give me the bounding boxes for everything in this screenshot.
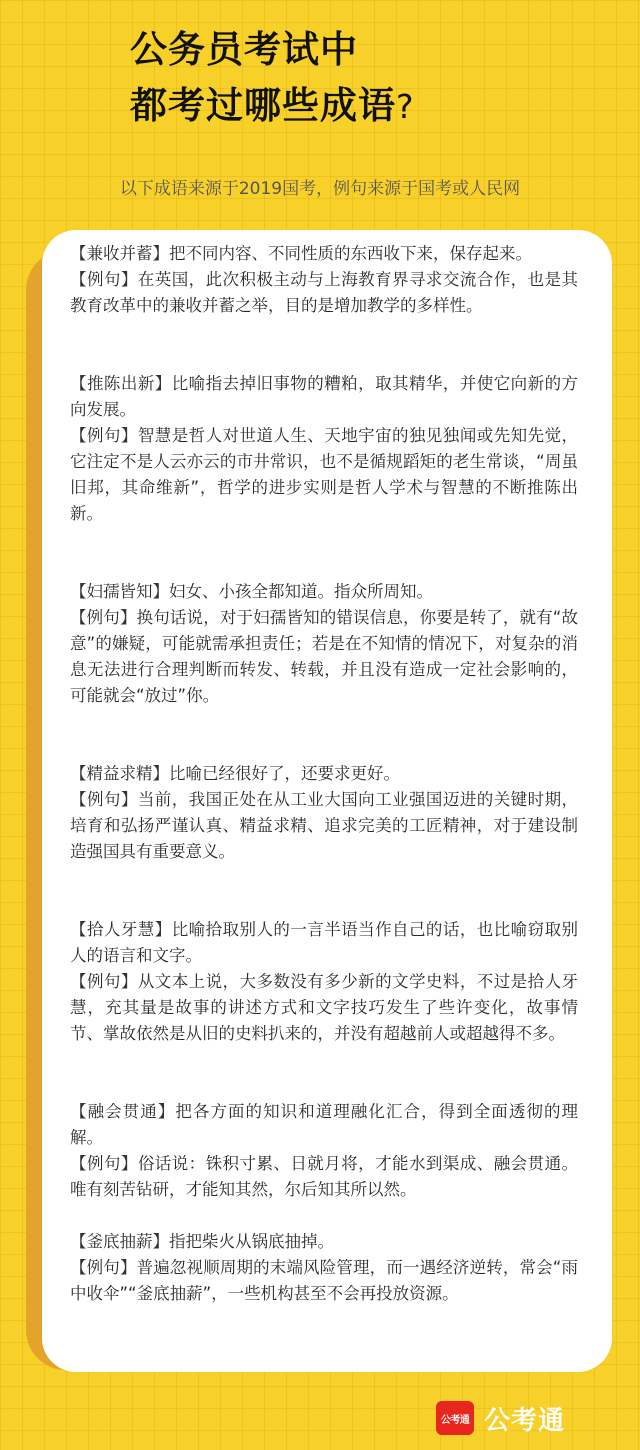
idiom-entry-5: [70, 917, 578, 1047]
page-title: [130, 22, 550, 135]
idiom-definition: 【精益求精】比喻已经很好了，还要求更好。: [70, 764, 400, 783]
definition-text: 把各方面的知识和道理融化汇合，得到全面透彻的理解。: [70, 1102, 579, 1147]
idiom-example: 【例句】智慧是哲人对世道人生、天地宇宙的独见独闻或先知先觉，它注定不是人云亦云的市井常识，也不是循规蹈矩的老生常谈，“周虽旧邦，其命维新”，哲学的进步实则是哲人学术与智慧的不断推陈出新。: [70, 426, 579, 523]
example-label: 例句: [86, 790, 121, 809]
idiom-entry-2: [70, 371, 578, 527]
idiom-entry-4: [70, 761, 578, 865]
example-label: 例句: [86, 1258, 120, 1277]
example-text: 智慧是哲人对世道人生、天地宇宙的独见独闻或先知先觉，它注定不是人云亦云的市井常识，也不是循规蹈矩的老生常谈，“周虽旧邦，其命维新”，哲学的进步实则是哲人学术与智慧的不断推陈出新。: [70, 426, 579, 523]
definition-text: 把不同内容、不同性质的东西收下来，保存起来。: [169, 244, 532, 263]
example-label: 例句: [86, 608, 120, 627]
idiom-card: [42, 230, 612, 1372]
example-label: 例句: [86, 1154, 121, 1173]
title-question-mark: ?: [396, 87, 415, 126]
idiom-example: 【例句】在英国，此次积极主动与上海教育界寻求交流合作，也是其教育改革中的兼收并蓄之举，目的是增加教学的多样性。: [70, 270, 579, 315]
definition-text: 比喻拾取别人的一言半语当作自己的话，也比喻窃取别人的语言和文字。: [70, 920, 579, 965]
example-label: 例句: [86, 972, 121, 991]
example-text: 俗话说：铢积寸累、日就月将，才能水到渠成、融会贯通。唯有刻苦钻研，才能知其然，尔后知其所以然。: [70, 1154, 579, 1199]
idiom-definition: 【妇孺皆知】妇女、小孩全都知道。指众所周知。: [70, 582, 433, 601]
idiom-example: 【例句】俗话说：铢积寸累、日就月将，才能水到渠成、融会贯通。唯有刻苦钻研，才能知其然，尔后知其所以然。: [70, 1154, 579, 1199]
example-text: 从文本上说，大多数没有多少新的文学史料，不过是拾人牙慧，充其量是故事的讲述方式和文字技巧发生了些许变化，故事情节、掌故依然是从旧的史料扒来的，并没有超越前人或超越得不多。: [70, 972, 579, 1043]
definition-text: 指把柴火从锅底抽掉。: [169, 1232, 334, 1251]
example-text: 当前，我国正处在从工业大国向工业强国迈进的关键时期，培育和弘扬严谨认真、精益求精、追求完美的工匠精神，对于建设制造强国具有重要意义。: [70, 790, 579, 861]
title-line-1: 公务员考试中: [130, 28, 358, 71]
idiom-example: 【例句】换句话说，对于妇孺皆知的错误信息，你要是转了，就有“故意”的嫌疑，可能就需承担责任；若是在不知情的情况下，对复杂的消息无法进行合理判断而转发、转载，并且没有造成一定社会影响的，可能就会“放过”你。: [70, 608, 579, 705]
idiom-definition: 【拾人牙慧】比喻拾取别人的一言半语当作自己的话，也比喻窃取别人的语言和文字。: [70, 920, 579, 965]
example-text: 普遍忽视顺周期的末端风险管理，而一遇经济逆转，常会“雨中收伞”“釜底抽薪”，一些机构甚至不会再投放资源。: [70, 1258, 579, 1303]
definition-text: 比喻已经很好了，还要求更好。: [169, 764, 400, 783]
idiom-example: 【例句】普遍忽视顺周期的末端风险管理，而一遇经济逆转，常会“雨中收伞”“釜底抽薪”，一些机构甚至不会再投放资源。: [70, 1258, 579, 1303]
idiom-name: 推陈出新: [86, 374, 155, 393]
idiom-entry-3: [70, 579, 578, 709]
idiom-entry-7: [70, 1229, 578, 1307]
idiom-definition: 【釜底抽薪】指把柴火从锅底抽掉。: [70, 1232, 334, 1251]
title-line-2: [130, 78, 550, 135]
definition-text: 比喻指去掉旧事物的糟粕，取其精华，并使它向新的方向发展。: [70, 374, 579, 419]
definition-text: 妇女、小孩全都知道。指众所周知。: [169, 582, 433, 601]
idiom-name: 妇孺皆知: [86, 582, 153, 601]
example-text: 换句话说，对于妇孺皆知的错误信息，你要是转了，就有“故意”的嫌疑，可能就需承担责任；若是在不知情的情况下，对复杂的消息无法进行合理判断而转发、转载，并且没有造成一定社会影响的，可能就会“放过”你。: [70, 608, 579, 705]
idiom-name: 釜底抽薪: [86, 1232, 153, 1251]
idiom-name: 精益求精: [86, 764, 153, 783]
brand-logo: [436, 1398, 565, 1438]
brand-name: 公考通: [484, 1405, 566, 1436]
idiom-definition: 【推陈出新】比喻指去掉旧事物的糟粕，取其精华，并使它向新的方向发展。: [70, 374, 579, 419]
idiom-name: 兼收并蓄: [86, 244, 153, 263]
brand-badge-icon: 公考通: [436, 1401, 474, 1435]
idiom-name: 拾人牙慧: [86, 920, 155, 939]
idiom-example: 【例句】从文本上说，大多数没有多少新的文学史料，不过是拾人牙慧，充其量是故事的讲述方式和文字技巧发生了些许变化，故事情节、掌故依然是从旧的史料扒来的，并没有超越前人或超越得不多。: [70, 972, 579, 1043]
idiom-definition: 【融会贯通】把各方面的知识和道理融化汇合，得到全面透彻的理解。: [70, 1102, 579, 1147]
example-label: 例句: [86, 426, 121, 445]
page-subtitle: 以下成语来源于2019国考，例句来源于国考或人民网: [119, 179, 521, 199]
example-label: 例句: [86, 270, 121, 289]
idiom-example: 【例句】当前，我国正处在从工业大国向工业强国迈进的关键时期，培育和弘扬严谨认真、精益求精、追求完美的工匠精神，对于建设制造强国具有重要意义。: [70, 790, 579, 861]
title-line-2-text: 都考过哪些成语: [130, 84, 396, 127]
idiom-name: 融会贯通: [87, 1102, 158, 1121]
idiom-entry-6: [70, 1099, 578, 1203]
idiom-entry-1: [70, 241, 578, 319]
example-text: 在英国，此次积极主动与上海教育界寻求交流合作，也是其教育改革中的兼收并蓄之举，目的是增加教学的多样性。: [70, 270, 579, 315]
idiom-definition: 【兼收并蓄】把不同内容、不同性质的东西收下来，保存起来。: [70, 244, 532, 263]
